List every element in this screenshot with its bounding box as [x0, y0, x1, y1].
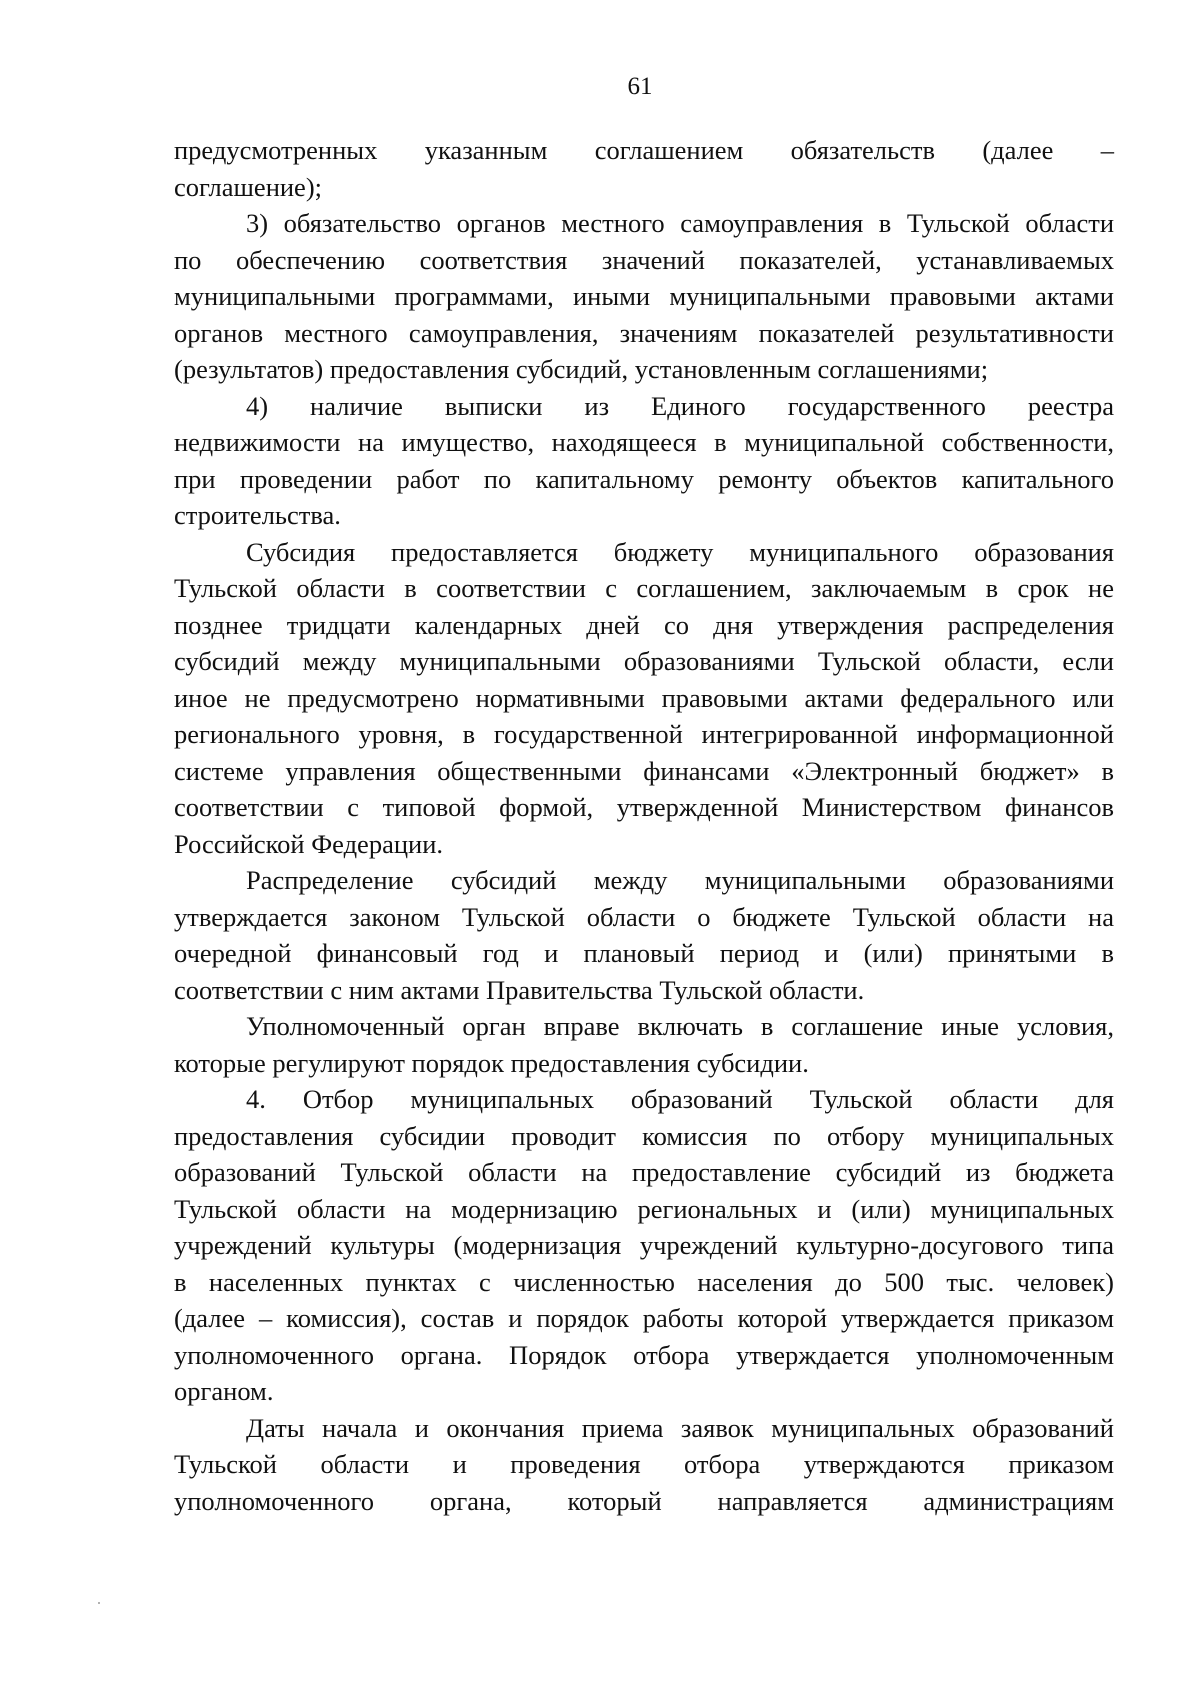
text-line: регионального уровня, в государственной интегрированной информационной — [174, 719, 1114, 749]
text-line: (результатов) предоставления субсидий, установленным соглашениями; — [174, 354, 989, 384]
text-line: 4) наличие выписки из Единого государственного реестра — [246, 390, 1114, 421]
text-line: уполномоченного органа. Порядок отбора утверждается уполномоченным — [174, 1339, 1114, 1370]
text-line: муниципальными программами, иными муниципальными правовыми актами — [174, 281, 1114, 311]
text-line: позднее тридцати календарных дней со дня утверждения распределения — [174, 609, 1114, 640]
text-line: учреждений культуры (модернизация учреждений культурно-досугового типа — [174, 1230, 1114, 1260]
text-line: Даты начала и окончания приема заявок муниципальных образований — [246, 1412, 1114, 1443]
text-line: Уполномоченный орган вправе включать в соглашение иные условия, — [246, 1011, 1114, 1041]
paragraph-application-dates — [174, 1410, 1114, 1520]
text-line: иное не предусмотрено нормативными правовыми актами федерального или — [174, 682, 1114, 713]
text-line: уполномоченного органа, который направляется администрациям — [174, 1485, 1114, 1516]
text-line: Тульской области и проведения отбора утверждаются приказом — [174, 1449, 1114, 1479]
text-line: соответствии с ним актами Правительства Тульской области. — [174, 974, 865, 1005]
scan-speck — [98, 1602, 100, 1604]
text-line: Тульской области на модернизацию региональных и (или) муниципальных — [174, 1193, 1114, 1224]
text-line: 3) обязательство органов местного самоуправления в Тульской области — [246, 208, 1114, 238]
text-line: (далее – комиссия), состав и порядок работы которой утверждается приказом — [174, 1303, 1114, 1333]
text-line: по обеспечению соответствия значений показателей, устанавливаемых — [174, 244, 1114, 275]
text-line: которые регулируют порядок предоставления субсидии. — [174, 1047, 809, 1078]
text-line: строительства. — [174, 500, 341, 530]
text-line: Тульской области в соответствии с соглашением, заключаемым в срок не — [174, 573, 1114, 603]
text-line: предусмотренных указанным соглашением обязательств (далее – — [174, 135, 1114, 165]
text-line: 4. Отбор муниципальных образований Тульской области для — [246, 1084, 1114, 1114]
text-line: при проведении работ по капитальному ремонту объектов капитального — [174, 463, 1114, 494]
text-line: органом. — [174, 1376, 274, 1406]
text-line: предоставления субсидии проводит комиссия по отбору муниципальных — [174, 1120, 1114, 1151]
text-line: Субсидия предоставляется бюджету муниципального образования — [246, 536, 1114, 567]
paragraph-item-3 — [174, 205, 1114, 388]
text-line: Российской Федерации. — [174, 828, 443, 859]
paragraph-distribution — [174, 862, 1114, 1008]
text-line: соглашение); — [174, 171, 323, 202]
paragraph-item-4 — [174, 388, 1114, 534]
text-line: недвижимости на имущество, находящееся в муниципальной собственности, — [174, 427, 1114, 457]
text-line: в населенных пунктах с численностью населения до 500 тыс. человек) — [174, 1266, 1114, 1297]
paragraph-subsidy-agreement — [174, 534, 1114, 863]
document-body — [174, 132, 1114, 1519]
text-line: образований Тульской области на предоставление субсидий из бюджета — [174, 1157, 1114, 1187]
text-line: очередной финансовый год и плановый период и (или) принятыми в — [174, 938, 1114, 968]
paragraph-continuation — [174, 132, 1114, 205]
text-line: системе управления общественными финансами «Электронный бюджет» в — [174, 755, 1114, 786]
text-line: Распределение субсидий между муниципальными образованиями — [246, 865, 1114, 895]
text-line: органов местного самоуправления, значениям показателей результативности — [174, 317, 1114, 348]
page-number: 61 — [627, 73, 653, 100]
text-line: соответствии с типовой формой, утвержденной Министерством финансов — [174, 792, 1114, 822]
paragraph-authorized-body — [174, 1008, 1114, 1081]
paragraph-section-4 — [174, 1081, 1114, 1410]
text-line: субсидий между муниципальными образованиями Тульской области, если — [174, 646, 1114, 676]
text-line: утверждается законом Тульской области о бюджете Тульской области на — [174, 901, 1114, 932]
